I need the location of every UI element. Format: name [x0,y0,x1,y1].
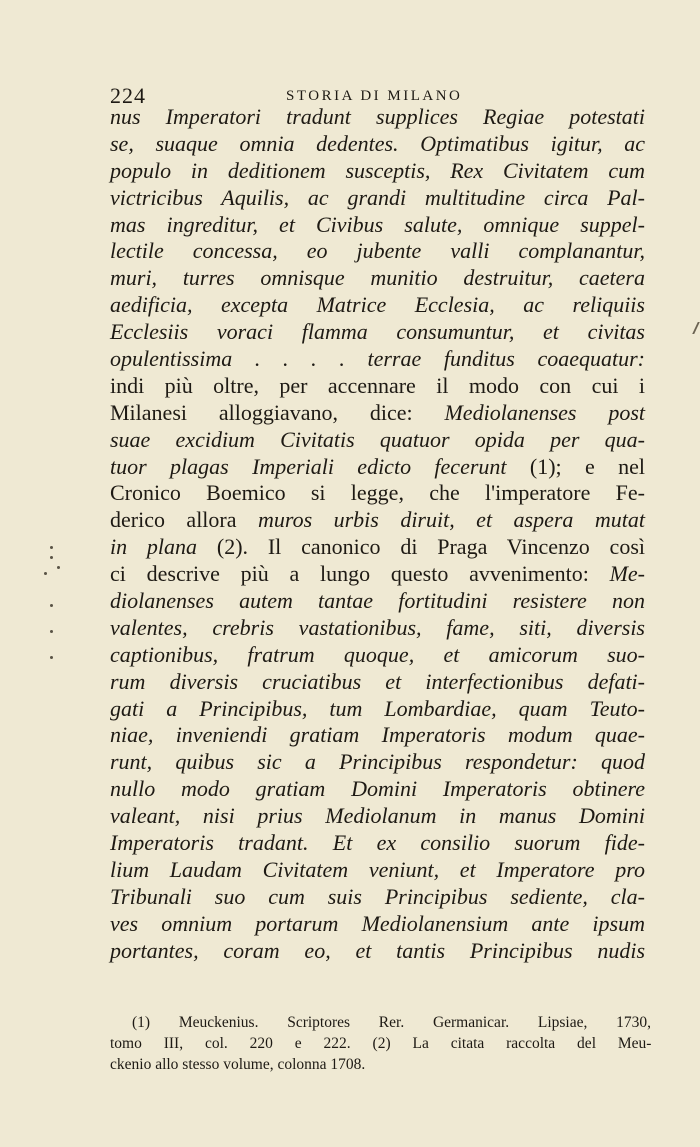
text-line [110,911,645,938]
text-line [110,830,645,857]
italic-text: rum diversis cruciatibus et interfectionibus defati- [110,668,645,694]
text-line [110,722,645,749]
italic-text: valeant, nisi prius Mediolanum in manus Domini [110,803,645,829]
italic-text: Imperatoris tradant. Et ex consilio suorum fide- [110,830,645,856]
footnote-line: ckenio allo stesso volume, colonna 1708. [110,1056,366,1073]
running-title: STORIA DI MILANO [286,88,463,104]
text-line [110,104,645,131]
footnote-line: (1) Meuckenius. Scriptores Rer. Germanicar. Lipsiae, 1730, [132,1014,651,1031]
italic-text: opulentissima . . . . terrae funditus coaequatur: [110,346,645,372]
roman-text: Cronico Boemico si legge, che l'imperatore Fe- [110,480,645,506]
italic-text: runt, quibus sic a Principibus respondetur: quod [110,749,645,775]
italic-text: ves omnium portarum Mediolanensium ante ipsum [110,910,645,936]
page-number: 224 [110,83,146,108]
footnote-line: tomo III, col. 220 e 222. (2) La citata raccolta del Meu- [110,1035,652,1052]
text-line [110,857,645,884]
roman-text: Milanesi alloggiavano, dice: [110,399,445,425]
italic-text: se, suaque omnia dedentes. Optimatibus igitur, ac [110,130,645,156]
italic-text: tuor plagas Imperiali edicto fecerunt [110,453,507,479]
italic-text: Tribunali suo cum suis Principibus sediente, cla- [110,883,645,909]
text-line [110,185,645,212]
text-line [110,131,645,158]
italic-text: lectile concessa, eo jubente valli complanantur, [110,238,645,264]
text-line [110,588,645,615]
text-line [110,669,645,696]
text-line [110,427,645,454]
italic-text: diolanenses autem tantae fortitudini resistere non [110,588,645,614]
text-line [110,454,645,481]
text-line [110,507,645,534]
text-line [110,212,645,239]
text-line [110,776,645,803]
italic-text: Me- [609,561,645,587]
text-line [110,696,645,723]
text-line [110,292,645,319]
roman-text: (1); e nel [506,453,646,479]
italic-text: muros urbis diruit, et aspera mutat [257,507,645,533]
roman-text: indi più oltre, per accennare il modo con cui i [110,372,645,398]
italic-text: portantes, coram eo, et tantis Principibus nudis [110,937,645,963]
footnotes [110,1012,651,1075]
margin-marks [30,536,70,666]
text-line [110,749,645,776]
text-line [110,803,645,830]
edge-mark [686,322,700,334]
body-text [110,104,645,965]
text-line [110,884,645,911]
italic-text: gati a Principibus, tum Lombardiae, quam Teuto- [110,695,645,721]
text-line [110,534,645,561]
text-line [110,615,645,642]
text-line [110,642,645,669]
text-line [110,480,645,507]
text-line [110,561,645,588]
roman-text: ci descrive più a lungo questo avvenimento: [110,561,610,587]
italic-text: mas ingreditur, et Civibus salute, omnique suppel- [110,211,645,237]
italic-text: Ecclesiis voraci flamma consumuntur, et civitas [110,319,645,345]
text-line [110,265,645,292]
roman-text: derico allora [110,507,258,533]
italic-text: aedificia, excepta Matrice Ecclesia, ac reliquiis [110,292,645,318]
text-line [110,400,645,427]
roman-text: (2). Il canonico di Praga Vincenzo così [197,534,645,560]
text-line [110,938,645,965]
italic-text: victricibus Aquilis, ac grandi multitudine circa Pal- [110,184,645,210]
italic-text: valentes, crebris vastationibus, fame, siti, diversis [110,614,645,640]
italic-text: nus Imperatori tradunt supplices Regiae potestati [110,104,645,129]
italic-text: muri, turres omnisque munitio destruitur, caetera [110,265,645,291]
italic-text: populo in deditionem susceptis, Rex Civitatem cum [110,157,645,183]
italic-text: lium Laudam Civitatem veniunt, et Imperatore pro [110,856,645,882]
italic-text: niae, inveniendi gratiam Imperatoris modum quae- [110,722,645,748]
text-line [110,238,645,265]
italic-text: Mediolanenses post [444,399,645,425]
text-line [110,319,645,346]
italic-text: suae excidium Civitatis quatuor opida per qua- [110,426,645,452]
text-line [110,346,645,373]
italic-text: captionibus, fratrum quoque, et amicorum suo- [110,641,645,667]
italic-text: nullo modo gratiam Domini Imperatoris obtinere [110,776,645,802]
text-line [110,158,645,185]
text-line [110,373,645,400]
italic-text: in plana [110,534,198,560]
